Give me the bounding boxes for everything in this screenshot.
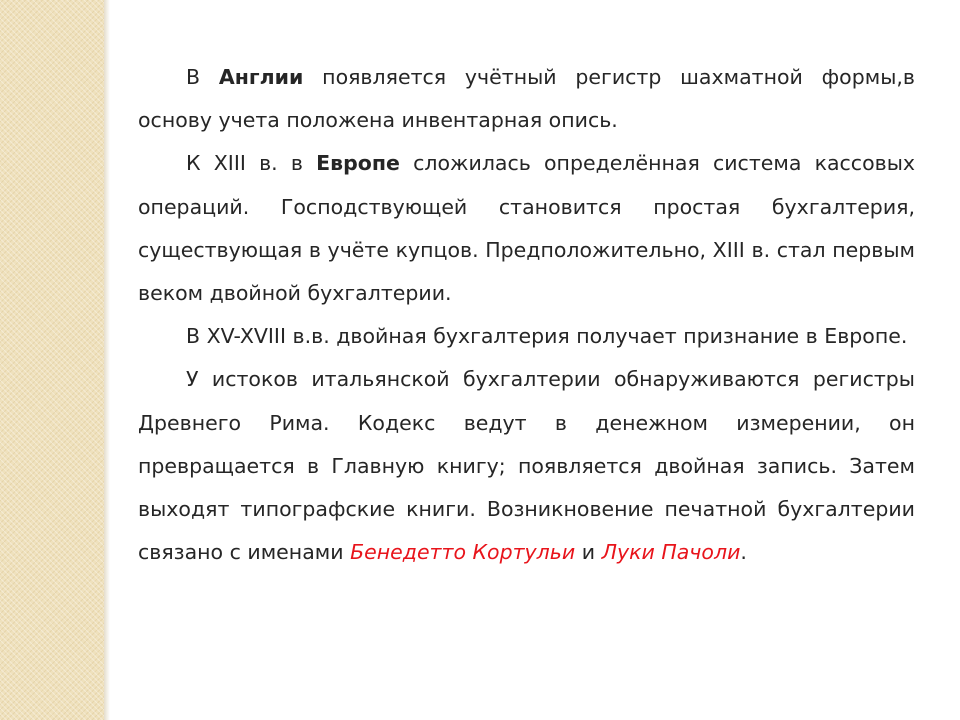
keyword-europe: Европе bbox=[316, 151, 400, 176]
name-cotrugli: Бенедетто Кортульи bbox=[350, 540, 576, 565]
slide-text-body bbox=[138, 56, 915, 574]
decorative-side-band bbox=[0, 0, 104, 720]
paragraph-england-lead: В bbox=[186, 65, 219, 89]
side-band-shadow bbox=[104, 0, 110, 720]
paragraph-15-18-century: В XV-XVIII в.в. двойная бухгалтерия получает признание в Европе. bbox=[186, 324, 908, 349]
paragraph-europe-text: сложилась определённая система кассовых операций. Господствующей становится простая бухгалтерия, существующая в учёте купцов. Предположительно, XIII в. стал первым веком двойной бухгалтерии. bbox=[138, 151, 916, 306]
paragraph-europe bbox=[138, 142, 915, 315]
paragraph-italian-bookkeeping bbox=[138, 358, 915, 574]
paragraph-england bbox=[138, 56, 915, 142]
paragraph-italian-text: У истоков итальянской бухгалтерии обнаруживаются регистры Древнего Рима. Кодекс ведут в денежном измерении, он превращается в Главную книгу; появляется двойная запись. Затем выходят типографские книги. Возникновение печатной бухгалтерии связано с именами bbox=[138, 367, 915, 565]
keyword-england: Англии bbox=[218, 65, 304, 89]
paragraph-europe-lead: К XIII в. в bbox=[186, 151, 317, 176]
conjunction: и bbox=[575, 540, 602, 565]
paragraph-england-text: появляется учётный регистр шахматной формы,в основу учета положена инвентарная опись. bbox=[138, 65, 915, 133]
final-period: . bbox=[740, 540, 747, 565]
name-pacioli: Луки Пачоли bbox=[601, 540, 741, 565]
